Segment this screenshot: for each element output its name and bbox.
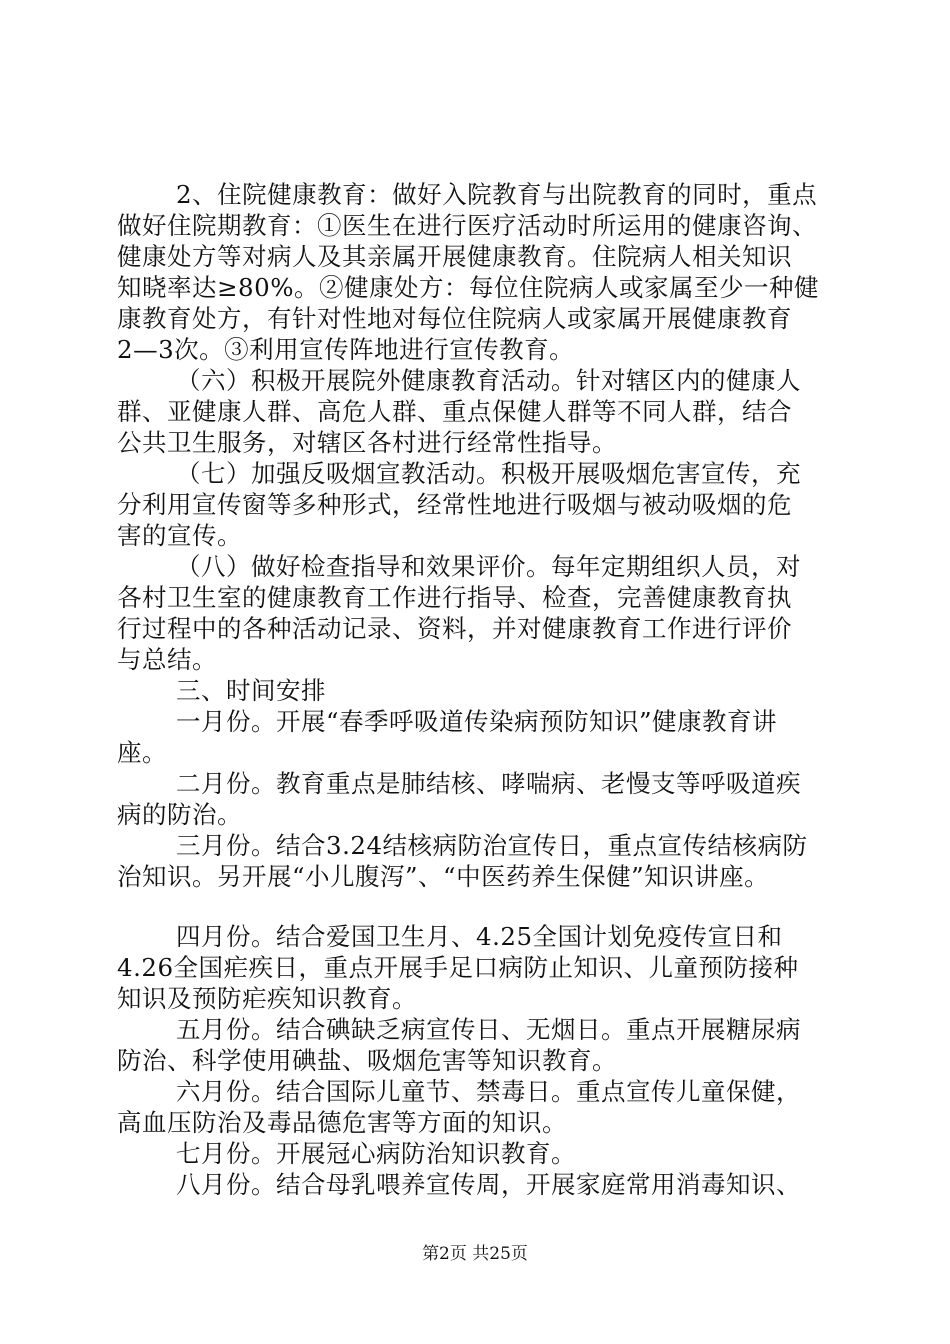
paragraph-line: （七）加强反吸烟宣教活动。积极开展吸烟危害宣传，充 [176, 459, 801, 488]
paragraph-line: 七月份。开展冠心病防治知识教育。 [176, 1139, 576, 1168]
paragraph-line: 三月份。结合3.24结核病防治宣传日，重点宣传结核病防 [176, 831, 808, 860]
paragraph-line: 分利用宣传窗等多种形式，经常性地进行吸烟与被动吸烟的危 [117, 490, 792, 519]
paragraph-line: 害的宣传。 [117, 521, 242, 550]
paragraph-line: 健康处方等对病人及其亲属开展健康教育。住院病人相关知识 [117, 242, 792, 271]
paragraph-line: 五月份。结合碘缺乏病宣传日、无烟日。重点开展糖尿病 [176, 1015, 801, 1044]
paragraph-line: 六月份。结合国际儿童节、禁毒日。重点宣传儿童保健， [176, 1077, 801, 1106]
paragraph-line: 群、亚健康人群、高危人群、重点保健人群等不同人群，结合 [117, 397, 792, 426]
paragraph-line: 做好住院期教育：①医生在进行医疗活动时所运用的健康咨询、 [117, 211, 817, 240]
paragraph-line: 知晓率达≥80%。②健康处方：每位住院病人或家属至少一种健 [117, 273, 819, 302]
paragraph-line: 公共卫生服务，对辖区各村进行经常性指导。 [117, 428, 617, 457]
paragraph-line: 四月份。结合爱国卫生月、4.25全国计划免疫传宣日和 [176, 922, 783, 951]
paragraph-line: 与总结。 [117, 645, 217, 674]
paragraph-line: 二月份。教育重点是肺结核、哮喘病、老慢支等呼吸道疾 [176, 769, 801, 798]
page-number-footer: 第2页 共25页 [422, 1244, 528, 1264]
paragraph-line: 4.26全国疟疾日，重点开展手足口病防止知识、儿童预防接种 [117, 953, 799, 982]
paragraph-line: 各村卫生室的健康教育工作进行指导、检查，完善健康教育执 [117, 583, 792, 612]
paragraph-line: 治知识。另开展“小儿腹泻”、“中医药养生保健”知识讲座。 [117, 862, 770, 891]
paragraph-line: 座。 [117, 738, 167, 767]
paragraph-line: （八）做好检查指导和效果评价。每年定期组织人员，对 [176, 552, 801, 581]
paragraph-line: 知识及预防疟疾知识教育。 [117, 984, 417, 1013]
paragraph-line: 行过程中的各种活动记录、资料，并对健康教育工作进行评价 [117, 614, 792, 643]
section-heading: 三、时间安排 [176, 676, 326, 705]
paragraph-line: 康教育处方，有针对性地对每位住院病人或家属开展健康教育 [117, 304, 792, 333]
paragraph-line: 八月份。结合母乳喂养宣传周，开展家庭常用消毒知识、 [176, 1170, 801, 1199]
paragraph-line: 防治、科学使用碘盐、吸烟危害等知识教育。 [117, 1046, 617, 1075]
paragraph-line: 2、住院健康教育：做好入院教育与出院教育的同时，重点 [176, 180, 818, 209]
paragraph-line: 高血压防治及毒品德危害等方面的知识。 [117, 1108, 567, 1137]
paragraph-line: 一月份。开展“春季呼吸道传染病预防知识”健康教育讲 [176, 707, 778, 736]
paragraph-line: 病的防治。 [117, 800, 242, 829]
paragraph-line: （六）积极开展院外健康教育活动。针对辖区内的健康人 [176, 366, 801, 395]
paragraph-line: 2—3次。③利用宣传阵地进行宣传教育。 [117, 335, 575, 364]
